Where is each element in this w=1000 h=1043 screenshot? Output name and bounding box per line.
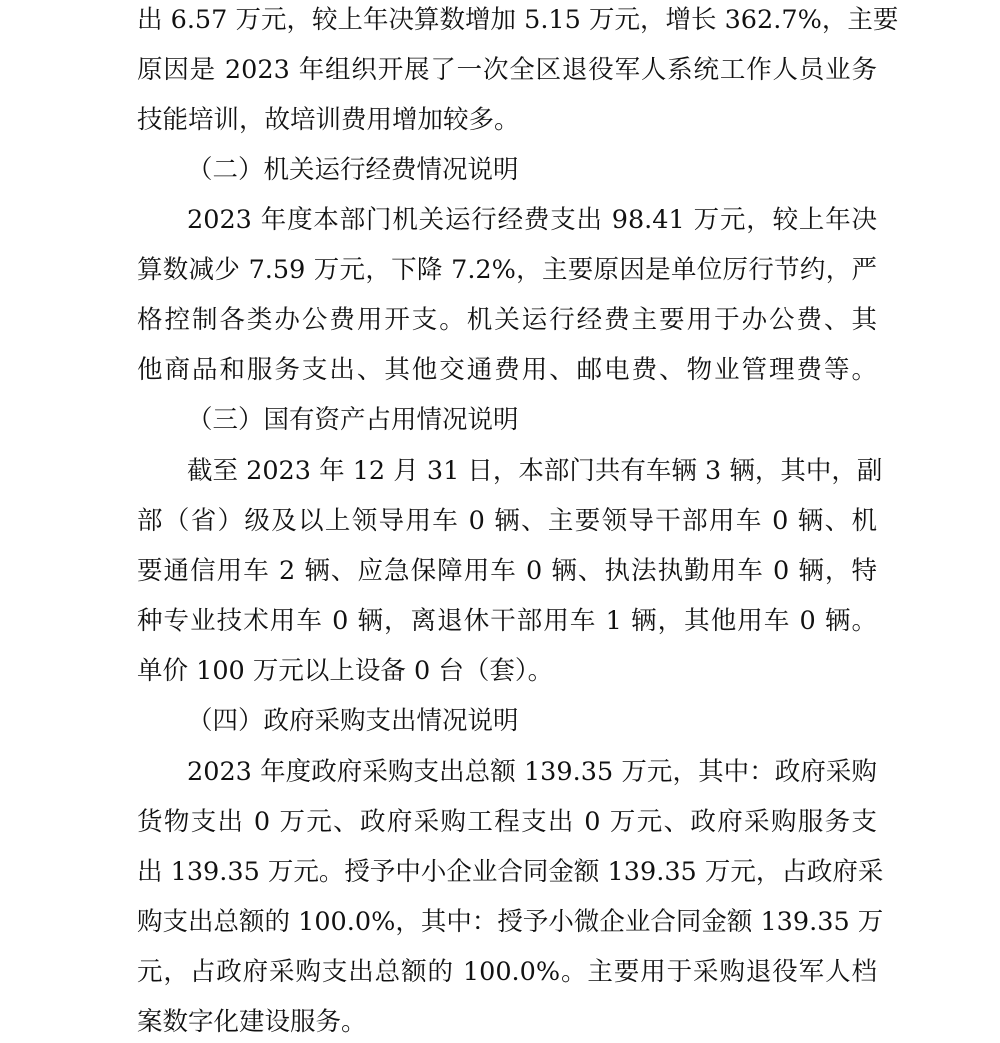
section-heading-3: （三）国有资产占用情况说明 xyxy=(187,405,519,435)
paragraph-line: 元，占政府采购支出总额的 100.0%。主要用于采购退役军人档 xyxy=(137,957,877,987)
paragraph-line: 截至 2023 年 12 月 31 日，本部门共有车辆 3 辆，其中，副 xyxy=(187,456,883,486)
section-heading-4: （四）政府采购支出情况说明 xyxy=(187,706,519,736)
paragraph-line: 出 139.35 万元。授予中小企业合同金额 139.35 万元，占政府采 xyxy=(137,857,884,887)
paragraph-line: 算数减少 7.59 万元，下降 7.2%，主要原因是单位厉行节约，严 xyxy=(137,255,877,285)
paragraph-line: 他商品和服务支出、其他交通费用、邮电费、物业管理费等。 xyxy=(137,355,877,385)
paragraph-line: 技能培训，故培训费用增加较多。 xyxy=(137,105,520,135)
paragraph-line: 案数字化建设服务。 xyxy=(137,1007,367,1037)
paragraph-line: 出 6.57 万元，较上年决算数增加 5.15 万元，增长 362.7%，主要 xyxy=(137,5,899,35)
paragraph-line: 2023 年度政府采购支出总额 139.35 万元，其中：政府采购 xyxy=(187,757,877,787)
paragraph-line: 部（省）级及以上领导用车 0 辆、主要领导干部用车 0 辆、机 xyxy=(137,506,877,536)
paragraph-line: 2023 年度本部门机关运行经费支出 98.41 万元，较上年决 xyxy=(187,205,877,235)
paragraph-line: 单价 100 万元以上设备 0 台（套）。 xyxy=(137,656,554,686)
paragraph-line: 格控制各类办公费用开支。机关运行经费主要用于办公费、其 xyxy=(137,305,877,335)
document-page xyxy=(137,0,899,1043)
paragraph-line: 货物支出 0 万元、政府采购工程支出 0 万元、政府采购服务支 xyxy=(137,807,877,837)
section-heading-2: （二）机关运行经费情况说明 xyxy=(187,155,519,185)
paragraph-line: 要通信用车 2 辆、应急保障用车 0 辆、执法执勤用车 0 辆，特 xyxy=(137,556,877,586)
paragraph-line: 种专业技术用车 0 辆，离退休干部用车 1 辆，其他用车 0 辆。 xyxy=(137,606,877,636)
paragraph-line: 原因是 2023 年组织开展了一次全区退役军人系统工作人员业务 xyxy=(137,55,877,85)
paragraph-line: 购支出总额的 100.0%，其中：授予小微企业合同金额 139.35 万 xyxy=(137,907,884,937)
